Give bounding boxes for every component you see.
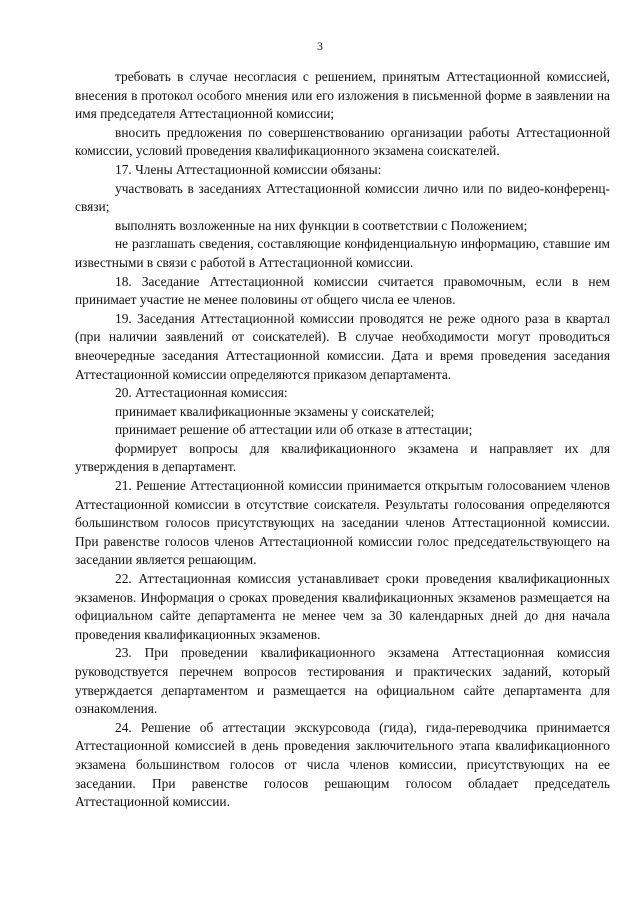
paragraph: выполнять возложенные на них функции в соответствии с Положением; xyxy=(115,217,528,233)
paragraph: требовать в случае несогласия с решением, принятым Аттестационной комиссией, внесения в протокол особого мнения или его изложения в письменной форме в заявлении на имя председателя Аттестационной комиссии; xyxy=(75,69,610,122)
document-body xyxy=(75,68,610,812)
paragraph: принимает решение об аттестации или об отказе в аттестации; xyxy=(115,422,473,438)
page-number: 3 xyxy=(317,39,323,53)
paragraph: принимает квалификационные экзамены у соискателей; xyxy=(115,403,435,419)
paragraph: участвовать в заседаниях Аттестационной комиссии лично или по видео-конференц-связи; xyxy=(75,180,610,215)
paragraph: 23. При проведении квалификационного экзамена Аттестационная комиссия руководствуется перечнем вопросов тестирования и практических заданий, который утверждается департаментом и размещается на официальном сайте департамента для ознакомления. xyxy=(75,645,610,717)
paragraph: 20. Аттестационная комиссия: xyxy=(115,385,288,401)
paragraph: 17. Члены Аттестационной комиссии обязаны: xyxy=(115,161,382,177)
paragraph: 18. Заседание Аттестационной комиссии считается правомочным, если в нем принимает участие не менее половины от общего числа ее членов. xyxy=(75,273,610,308)
paragraph: 24. Решение об аттестации экскурсовода (гида), гида-переводчика принимается Аттестационной комиссией в день проведения заключительного этапа квалификационного экзамена большинством голосов от числа членов комиссии, присутствующих на ее заседании. При равенстве голосов решающим голосом обладает председатель Аттестационной комиссии. xyxy=(75,719,610,810)
paragraph: вносить предложения по совершенствованию организации работы Аттестационной комиссии, условий проведения квалификационного экзамена соискателей. xyxy=(75,124,610,159)
paragraph: 21. Решение Аттестационной комиссии принимается открытым голосованием членов Аттестационной комиссии в отсутствие соискателя. Результаты голосования определяются большинством голосов присутствующих на заседании членов Аттестационной комиссии. При равенстве голосов членов Аттестационной комиссии голос председательствующего на заседании является решающим. xyxy=(75,478,610,568)
paragraph: формирует вопросы для квалификационного экзамена и направляет их для утверждения в департамент. xyxy=(75,440,610,475)
paragraph: 22. Аттестационная комиссия устанавливает сроки проведения квалификационных экзаменов. Информация о сроках проведения квалификационных экзаменов размещается на официальном сайте департамента не менее чем за 30 календарных дней до дня начала проведения квалификационных экзаменов. xyxy=(75,571,610,642)
paragraph: не разглашать сведения, составляющие конфиденциальную информацию, ставшие им известными в связи с работой в Аттестационной комиссии. xyxy=(75,236,610,270)
paragraph: 19. Заседания Аттестационной комиссии проводятся не реже одного раза в квартал (при наличии заявлений от соискателей). В случае необходимости могут проводиться внеочередные заседания Аттестационной комиссии. Дата и время проведения заседания Аттестационной комиссии определяются приказом департамента. xyxy=(75,310,610,382)
